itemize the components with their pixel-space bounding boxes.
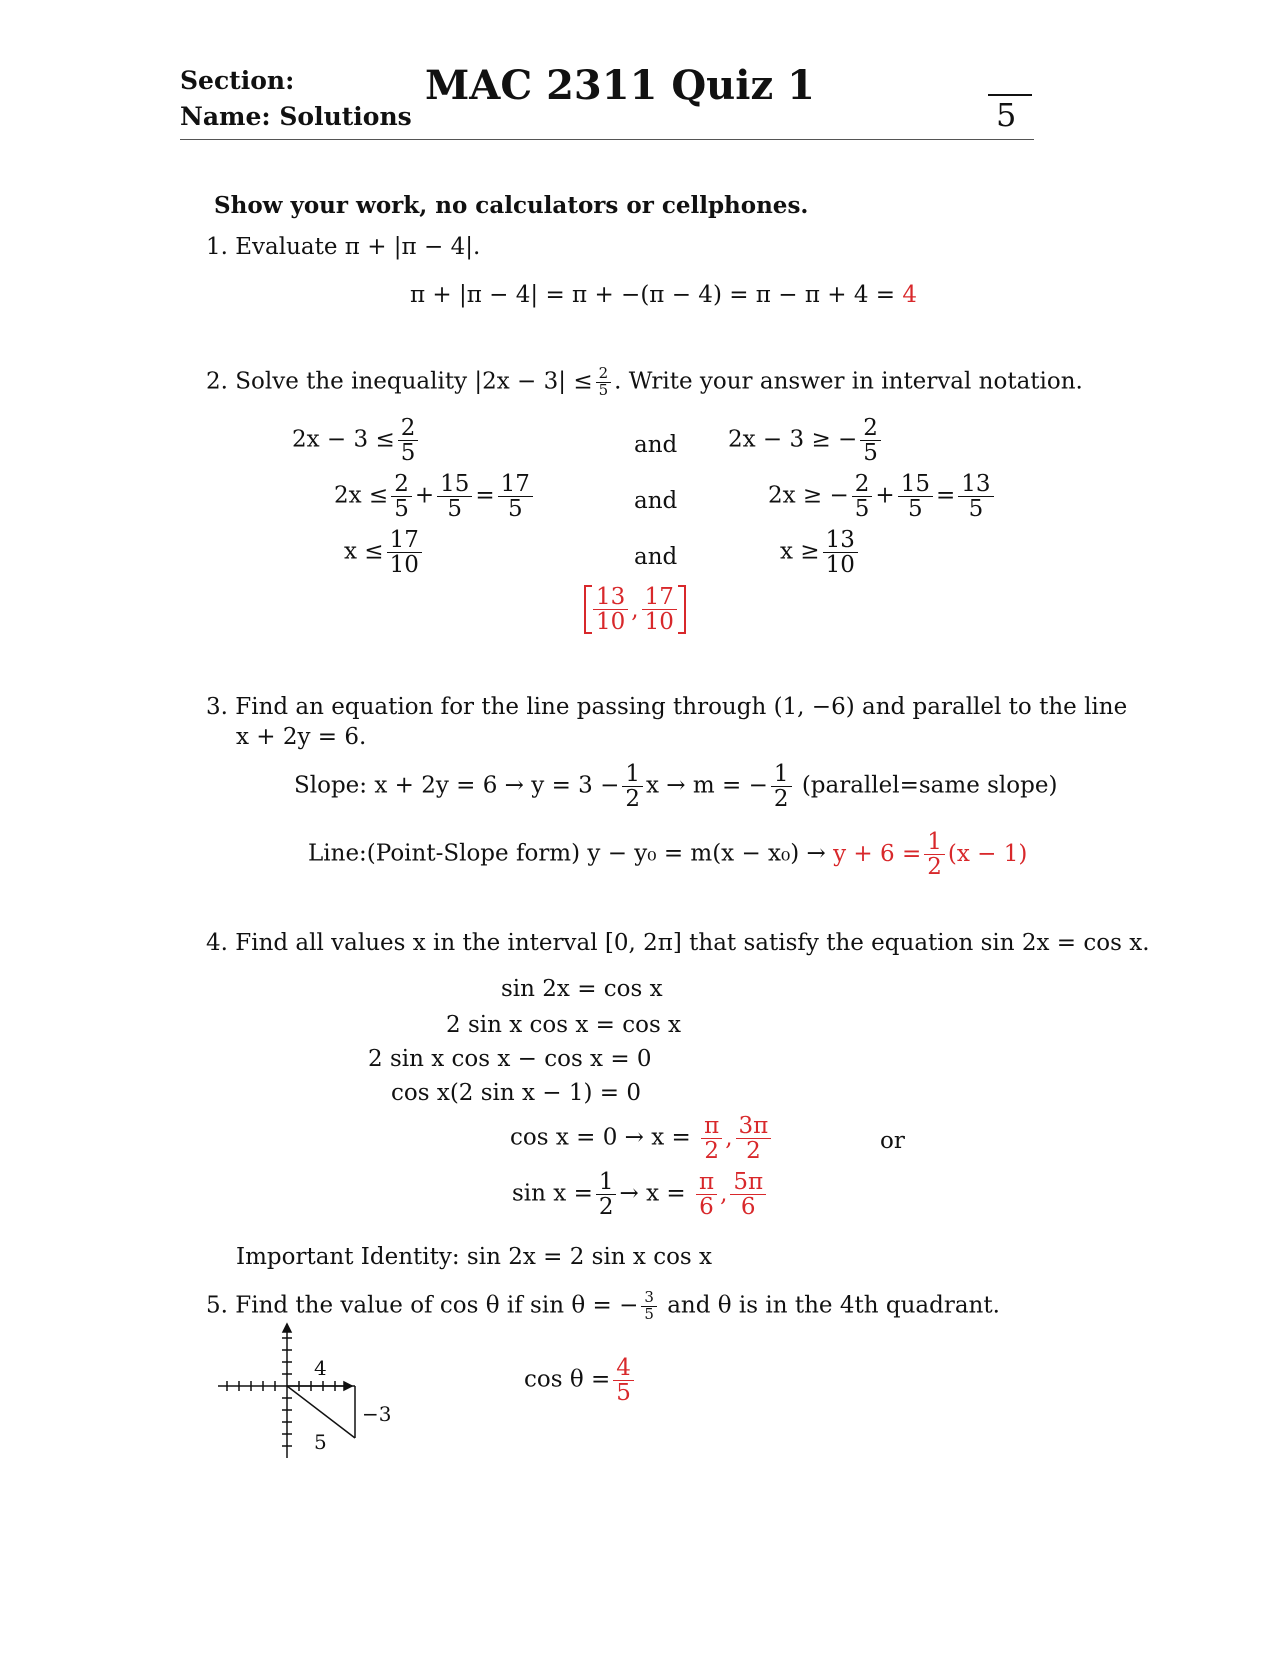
q5-prompt-a: 5. Find the value of cos θ if sin θ = − [206, 1292, 639, 1319]
section-label: Section: [180, 66, 295, 95]
q2-prompt-num: 2 [596, 366, 612, 383]
q4-or: or [880, 1128, 905, 1154]
question-3-prompt-line-2: x + 2y = 6. [236, 724, 367, 750]
frac-den: 10 [596, 609, 626, 636]
frac-den: 2 [704, 1138, 719, 1165]
comma: , [725, 1124, 733, 1151]
q2-right-r1-frac [860, 416, 881, 465]
q2-right-row-2 [768, 472, 997, 521]
q3-slope-a: Slope: x + 2y = 6 → y = 3 − [294, 772, 620, 799]
frac-num: 1 [771, 762, 792, 787]
q2-right-row-3 [780, 528, 861, 577]
q2-right-row-1 [728, 416, 884, 465]
frac-num: 17 [387, 528, 422, 553]
q2-left-row-1 [292, 416, 421, 465]
q4-line-1: sin 2x = cos x [501, 976, 663, 1002]
q2-answer-interval [584, 584, 686, 634]
frac-den: 5 [644, 1304, 654, 1323]
frac-num: 1 [596, 1170, 617, 1195]
equals-sign: = [475, 482, 495, 509]
q4-case-sin-lhs: sin x = [512, 1180, 593, 1207]
q4-line-3: 2 sin x cos x − cos x = 0 [368, 1046, 652, 1072]
frac-num: 4 [613, 1356, 634, 1381]
page-title: MAC 2311 Quiz 1 [425, 62, 815, 109]
frac-den: 6 [699, 1194, 714, 1221]
q2-right-r1-lhs: 2x − 3 ≥ − [728, 426, 858, 453]
frac-den: 2 [773, 786, 789, 813]
frac-den: 10 [644, 609, 674, 636]
q2-left-r1-lhs: 2x − 3 ≤ [292, 426, 395, 453]
instructions: Show your work, no calculators or cellphones. [214, 192, 809, 219]
frac-num: 2 [391, 472, 412, 497]
q3-answer-b: (x − 1) [947, 840, 1028, 867]
q2-prompt-frac [596, 366, 612, 399]
q4-case-sin-arrow: → x = [619, 1180, 686, 1207]
frac-den: 5 [394, 496, 409, 523]
frac-num: 15 [898, 472, 933, 497]
q2-answer-bracket [584, 585, 686, 634]
q3-line-a: Line:(Point-Slope form) y − y₀ = m(x − x₀) → [308, 840, 826, 867]
name-label: Name: Solutions [180, 102, 412, 131]
q5-label-4: 4 [314, 1356, 327, 1380]
frac-num: 13 [958, 472, 993, 497]
q4-identity: Important Identity: sin 2x = 2 sin x cos x [236, 1244, 713, 1270]
frac-den: 5 [854, 496, 870, 523]
q2-and-1: and [634, 432, 678, 458]
q2-left-r2-lhs: 2x ≤ [334, 482, 389, 509]
frac-den: 5 [968, 496, 984, 523]
q2-and-2: and [634, 488, 678, 514]
q5-label-neg3: −3 [362, 1402, 392, 1426]
frac-den: 2 [746, 1138, 761, 1165]
q5-answer [524, 1356, 637, 1405]
frac-den: 5 [400, 440, 416, 467]
q5-triangle-graph [210, 1316, 410, 1466]
q3-line-form [308, 830, 1027, 879]
q2-right-r3-frac [823, 528, 858, 577]
frac-num: 17 [642, 585, 677, 610]
frac-den: 5 [447, 496, 463, 523]
plus-sign: + [875, 482, 895, 509]
q2-right-r2-frac-a [852, 472, 873, 521]
q2-prompt-a: 2. Solve the inequality |2x − 3| ≤ [206, 368, 593, 395]
frac-den: 5 [616, 1380, 631, 1407]
question-4-prompt: 4. Find all values x in the interval [0, 2π] that satisfy the equation sin 2x = cos x. [206, 930, 1150, 956]
frac-1-2 [596, 1170, 617, 1219]
q2-left-r2-frac-b [437, 472, 472, 521]
q3-slope-frac-a [622, 762, 643, 811]
frac-den: 10 [825, 552, 855, 579]
q3-slope-frac-b [771, 762, 792, 811]
q2-right-r3-lhs: x ≥ [780, 538, 820, 565]
plus-sign: + [414, 482, 435, 509]
q3-answer-a: y + 6 = [833, 840, 922, 867]
q2-answer-frac-a [593, 585, 628, 634]
header-rule [180, 139, 1034, 140]
question-2-prompt [206, 366, 1083, 399]
y-axis-arrow [283, 1324, 291, 1332]
q2-right-r2-frac-c [958, 472, 993, 521]
q2-left-r3-lhs: x ≤ [344, 538, 384, 565]
q4-case-sin-answer [693, 1169, 769, 1221]
frac-3pi-2 [736, 1114, 772, 1163]
frac-den: 2 [598, 1194, 614, 1221]
frac-num: π [701, 1114, 722, 1139]
frac-num: π [696, 1170, 717, 1195]
frac-num: 15 [437, 472, 472, 497]
comma: , [631, 596, 639, 623]
question-1-work [410, 282, 917, 308]
frac-num: 1 [924, 830, 945, 855]
frac-den: 5 [507, 496, 523, 523]
q5-answer-lhs: cos θ = [524, 1366, 611, 1393]
q1-answer: 4 [902, 282, 917, 308]
q3-slope-line [294, 762, 1057, 811]
question-1-prompt: 1. Evaluate π + |π − 4|. [206, 234, 481, 260]
frac-den: 5 [863, 440, 878, 467]
frac-num: 2 [852, 472, 873, 497]
q2-left-r2-frac-c [498, 472, 533, 521]
q4-case-cos-lhs: cos x = 0 → x = [510, 1124, 691, 1151]
q2-left-r2-frac-a [391, 472, 412, 521]
comma: , [720, 1180, 728, 1207]
frac-den: 5 [908, 496, 923, 523]
q5-label-5: 5 [314, 1430, 327, 1454]
q2-and-3: and [634, 544, 678, 570]
q5-answer-frac [613, 1356, 634, 1405]
q4-case-sin [512, 1170, 769, 1219]
q5-prompt-b: and θ is in the 4th quadrant. [667, 1292, 1000, 1319]
q2-right-r2-frac-b [898, 472, 933, 521]
frac-5pi-6 [730, 1170, 766, 1219]
frac-num: 2 [860, 416, 881, 441]
q2-right-r2-lhs: 2x ≥ − [768, 482, 849, 509]
equals-sign: = [935, 482, 956, 509]
q2-prompt-den: 5 [598, 380, 609, 399]
q5-prompt-frac [641, 1290, 657, 1323]
frac-num: 1 [622, 762, 643, 787]
frac-den: 2 [625, 786, 641, 813]
score-value: 5 [996, 96, 1017, 134]
frac-den: 6 [740, 1194, 756, 1221]
q3-slope-c: (parallel=same slope) [801, 772, 1058, 799]
q2-left-r3-frac [387, 528, 422, 577]
frac-num: 2 [398, 416, 419, 441]
q3-answer-frac [924, 830, 945, 879]
frac-pi-2 [701, 1114, 722, 1163]
q3-slope-b: x → m = − [646, 772, 768, 799]
frac-num: 17 [498, 472, 533, 497]
question-3-prompt-line-1: 3. Find an equation for the line passing through (1, −6) and parallel to the line [206, 694, 1128, 720]
q4-case-cos-answer [698, 1113, 774, 1165]
frac-num: 13 [823, 528, 858, 553]
frac-den: 10 [389, 552, 419, 579]
frac-num: 3π [736, 1114, 772, 1139]
q1-work-text: π + |π − 4| = π + −(π − 4) = π − π + 4 = [410, 282, 896, 308]
q2-left-r1-frac [398, 416, 419, 465]
q2-answer-frac-b [642, 585, 677, 634]
frac-num: 13 [593, 585, 628, 610]
q4-case-cos [510, 1114, 774, 1163]
frac-num: 5π [730, 1170, 766, 1195]
q3-answer [833, 829, 1028, 881]
q4-line-4: cos x(2 sin x − 1) = 0 [391, 1080, 642, 1106]
frac-den: 2 [927, 854, 942, 881]
q4-line-2: 2 sin x cos x = cos x [446, 1012, 682, 1038]
q2-left-row-3 [344, 528, 425, 577]
q2-left-row-2 [334, 472, 536, 521]
frac-num: 3 [641, 1290, 657, 1307]
q2-prompt-b: . Write your answer in interval notation. [614, 368, 1083, 395]
frac-pi-6 [696, 1170, 717, 1219]
